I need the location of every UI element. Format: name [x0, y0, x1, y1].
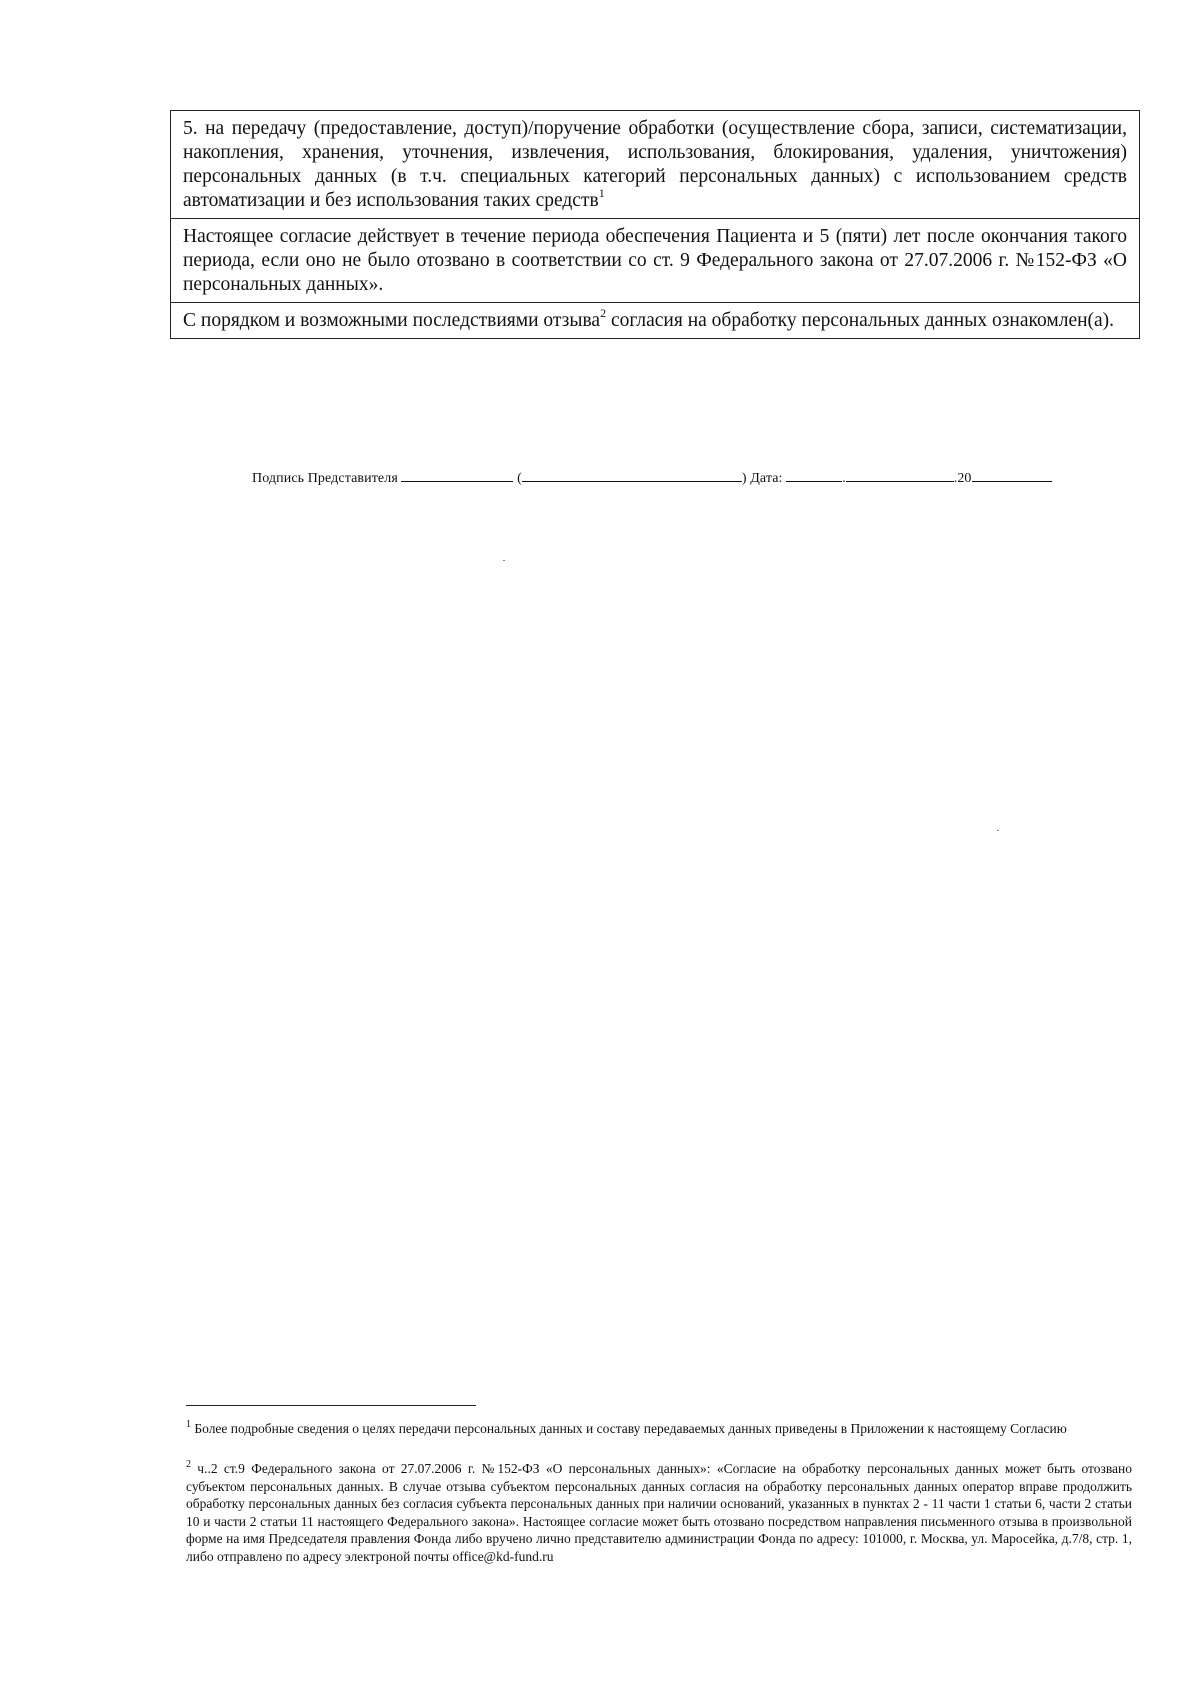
scan-speck [503, 560, 505, 561]
footnote-ref-2: 2 [600, 306, 607, 320]
clause-item-5-text: 5. на передачу (предоставление, доступ)/поручение обработки (осуществление сбора, записи, систематизации, накопления, хранения, уточнения, извлечения, использования, блокирования, удаления, уничтожения) персональных данных (в т.ч. специальных категорий персональных данных) с использованием средств автоматизации и без использования таких средств [183, 118, 1127, 211]
signature-field[interactable] [401, 469, 513, 482]
date-day-field[interactable] [786, 469, 842, 482]
footnote-1-text: Более подробные сведения о целях передачи персональных данных и составу передаваемых данных приведены в Приложении к настоящему Согласию [191, 1421, 1067, 1436]
footnote-1 [186, 1420, 1132, 1438]
date-label: Дата: [750, 471, 783, 486]
footnote-2 [186, 1460, 1132, 1565]
clause-withdrawal-text: С порядком и возможными последствиями отзыва [183, 310, 601, 331]
signature-close-paren: ) [741, 471, 747, 486]
signature-name-field[interactable] [522, 469, 742, 482]
clause-item-5 [171, 111, 1139, 218]
clause-withdrawal-text-end: согласия на обработку персональных данных ознакомлен(а). [606, 310, 1115, 331]
signature-line [252, 469, 1102, 487]
footnote-2-text: ч..2 ст.9 Федерального закона от 27.07.2006 г. №152-ФЗ «О персональных данных»: «Согласие на обработку персональных данных может быть отозвано субъектом персональных данных. В случае отзыва субъектом персональных данных согласия на обработку персональных данных оператор вправе продолжить обработку персональных данных без согласия субъекта персональных данных при наличии оснований, указанных в пунктах 2 - 11 части 1 статьи 6, части 2 статьи 10 и части 2 статьи 11 настоящего Федерального закона». Настоящее согласие может быть отозвано посредством направления письменного отзыва в произвольной форме на имя Председателя правления Фонда либо вручено лично представителю администрации Фонда по адресу: 101000, г. Москва, ул. Маросейка, д.7/8, стр. 1, либо отправлено по адресу электроной почты office@kd-fund.ru [186, 1461, 1132, 1564]
date-year-field[interactable] [972, 469, 1052, 482]
clause-withdrawal [171, 302, 1139, 338]
footnote-separator [186, 1405, 476, 1406]
signature-open-paren: ( [517, 471, 522, 486]
clause-validity-text: Настоящее согласие действует в течение периода обеспечения Пациента и 5 (пяти) лет после окончания такого периода, если оно не было отозвано в соответствии со ст. 9 Федерального закона от 27.07.2006 г. №152-ФЗ «О персональных данных». [183, 226, 1127, 295]
date-dot: . [842, 471, 846, 486]
footnote-2-number: 2 [186, 1459, 191, 1470]
date-month-field[interactable] [846, 469, 954, 482]
footnote-ref-1: 1 [598, 186, 605, 200]
scan-speck [997, 830, 999, 831]
footnote-1-number: 1 [186, 1419, 191, 1430]
consent-clauses-box [170, 110, 1140, 339]
signature-label: Подпись Представителя [252, 471, 398, 486]
date-year-prefix: .20 [953, 471, 972, 486]
clause-validity [171, 218, 1139, 302]
